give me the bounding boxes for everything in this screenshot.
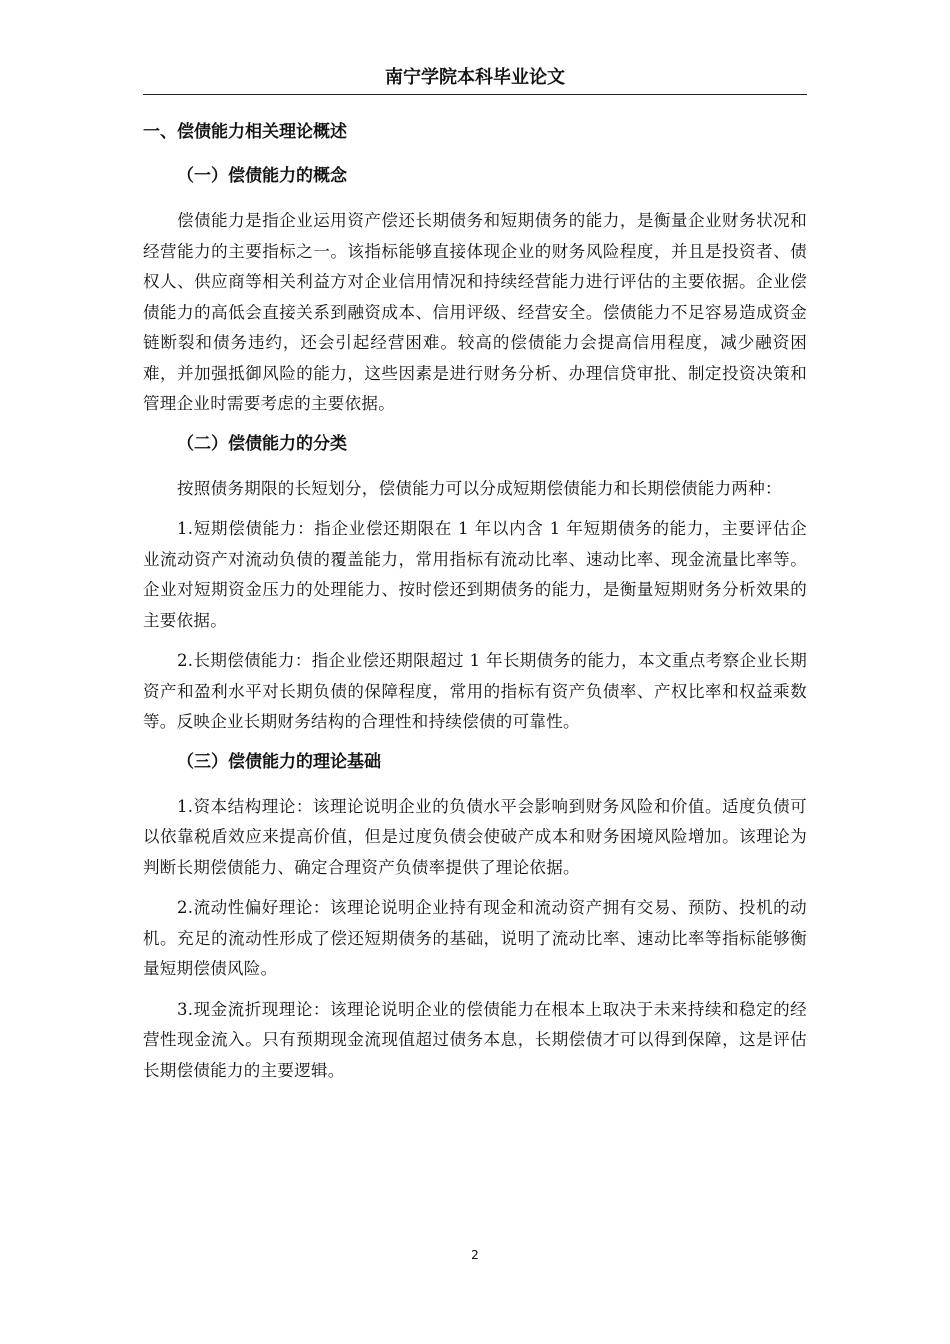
- paragraph: 1.资本结构理论：该理论说明企业的负债水平会影响到财务风险和价值。适度负债可以依靠税盾效应来提高价值，但是过度负债会使破产成本和财务困境风险增加。该理论为判断长期偿债能力、确定合理资产负债率提供了理论依据。: [143, 796, 807, 877]
- subsection-heading-classification: （二）偿债能力的分类: [177, 433, 347, 454]
- subsection-heading-concept: （一）偿债能力的概念: [177, 166, 347, 186]
- subsection-heading-theory: （三）偿债能力的理论基础: [177, 751, 381, 772]
- paragraph: 3.现金流折现理论：该理论说明企业的偿债能力在根本上取决于未来持续和稳定的经营性现金流入。只有预期现金流现值超过债务本息，长期偿债才可以得到保障，这是评估长期偿债能力的主要逻辑。: [143, 999, 807, 1080]
- paragraph: 2.长期偿债能力：指企业偿还期限超过 1 年长期债务的能力，本文重点考察企业长期资产和盈利水平对长期负债的保障程度，常用的指标有资产负债率、产权比率和权益乘数等。反映企业长期财务结构的合理性和持续偿债的可靠性。: [143, 651, 807, 731]
- section-heading: 一、偿债能力相关理论概述: [143, 122, 347, 142]
- paragraph: 偿债能力是指企业运用资产偿还长期债务和短期债务的能力，是衡量企业财务状况和经营能力的主要指标之一。该指标能够直接体现企业的财务风险程度，并且是投资者、债权人、供应商等相关利益方对企业信用情况和持续经营能力进行评估的主要依据。企业偿债能力的高低会直接关系到融资成本、信用评级、经营安全。偿债能力不足容易造成资金链断裂和债务违约，还会引起经营困难。较高的偿债能力会提高信用程度，减少融资困难，并加强抵御风险的能力，这些因素是进行财务分析、办理信贷审批、制定投资决策和管理企业时需要考虑的主要依据。: [143, 211, 807, 413]
- paragraph: 1.短期偿债能力：指企业偿还期限在 1 年以内含 1 年短期债务的能力，主要评估企业流动资产对流动负债的覆盖能力，常用指标有流动比率、速动比率、现金流量比率等。企业对短期资金压力的处理能力、按时偿还到期债务的能力，是衡量短期财务分析效果的主要依据。: [143, 519, 807, 630]
- document-body: [143, 118, 807, 1096]
- paragraph: 按照债务期限的长短划分，偿债能力可以分成短期偿债能力和长期偿债能力两种：: [177, 478, 782, 498]
- page-number: 2: [471, 1248, 479, 1262]
- paragraph: 2.流动性偏好理论：该理论说明企业持有现金和流动资产拥有交易、预防、投机的动机。充足的流动性形成了偿还短期债务的基础，说明了流动比率、速动比率等指标能够衡量短期偿债风险。: [143, 898, 807, 978]
- page-header: 南宁学院本科毕业论文: [143, 66, 807, 95]
